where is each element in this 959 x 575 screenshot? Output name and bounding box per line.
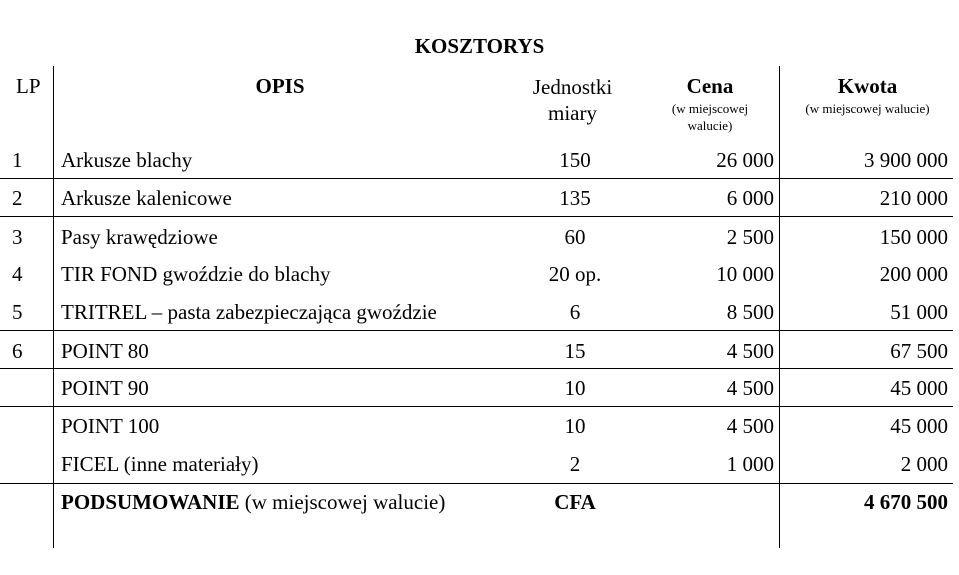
row-lp: 5 bbox=[12, 300, 23, 324]
row-amount: 67 500 bbox=[890, 339, 948, 363]
row-divider bbox=[0, 216, 953, 217]
row-amount: 2 000 bbox=[900, 452, 948, 476]
header-unit-line2: miary bbox=[548, 101, 597, 125]
row-lp: 1 bbox=[12, 148, 23, 172]
header-unit-line1: Jednostki bbox=[532, 75, 613, 99]
row-price: 4 500 bbox=[726, 376, 774, 400]
row-lp: 3 bbox=[12, 225, 23, 249]
row-unit: 6 bbox=[569, 300, 581, 324]
row-desc: TIR FOND gwoździe do blachy bbox=[61, 262, 331, 286]
row-amount: 210 000 bbox=[879, 186, 948, 210]
row-desc: FICEL (inne materiały) bbox=[61, 452, 259, 476]
header-cena: Cena bbox=[686, 74, 734, 98]
header-cena-sub: (w miejscowej walucie) bbox=[671, 101, 749, 133]
header-opis: OPIS bbox=[255, 74, 305, 98]
row-unit: 10 bbox=[564, 414, 586, 438]
row-unit: 2 bbox=[569, 452, 581, 476]
row-divider bbox=[0, 483, 953, 484]
row-unit: 60 bbox=[564, 225, 586, 249]
header-unit bbox=[515, 74, 630, 126]
row-lp: 6 bbox=[12, 339, 23, 363]
row-desc: Arkusze blachy bbox=[61, 148, 193, 172]
summary-label-rest: (w miejscowej walucie) bbox=[239, 490, 446, 514]
summary-currency: CFA bbox=[554, 490, 596, 514]
row-desc: Pasy krawędziowe bbox=[61, 225, 218, 249]
row-price: 4 500 bbox=[726, 414, 774, 438]
row-divider bbox=[0, 368, 953, 369]
header-lp: LP bbox=[16, 74, 41, 98]
row-price: 2 500 bbox=[726, 225, 774, 249]
header-kwota-sub: (w miejscowej walucie) bbox=[805, 101, 930, 116]
row-desc: TRITREL – pasta zabezpieczająca gwoździe bbox=[61, 300, 437, 324]
row-desc: POINT 80 bbox=[61, 339, 149, 363]
row-unit: 20 op. bbox=[548, 262, 602, 286]
row-price: 8 500 bbox=[726, 300, 774, 324]
row-unit: 10 bbox=[564, 376, 586, 400]
row-amount: 45 000 bbox=[890, 376, 948, 400]
row-amount: 3 900 000 bbox=[864, 148, 948, 172]
summary-label-bold: PODSUMOWANIE bbox=[61, 490, 240, 514]
document-title: KOSZTORYS bbox=[414, 34, 545, 58]
row-lp: 4 bbox=[12, 262, 23, 286]
row-divider bbox=[0, 330, 953, 331]
summary-label bbox=[61, 490, 445, 514]
row-amount: 200 000 bbox=[879, 262, 948, 286]
row-unit: 135 bbox=[559, 186, 591, 210]
header-kwota: Kwota bbox=[837, 74, 898, 98]
row-price: 26 000 bbox=[716, 148, 774, 172]
summary-total: 4 670 500 bbox=[864, 490, 948, 514]
row-amount: 150 000 bbox=[879, 225, 948, 249]
row-price: 4 500 bbox=[726, 339, 774, 363]
column-divider-price bbox=[779, 66, 780, 548]
row-amount: 45 000 bbox=[890, 414, 948, 438]
row-price: 1 000 bbox=[726, 452, 774, 476]
row-divider bbox=[0, 178, 953, 179]
row-divider bbox=[0, 406, 953, 407]
row-desc: POINT 100 bbox=[61, 414, 160, 438]
row-lp: 2 bbox=[12, 186, 23, 210]
row-unit: 150 bbox=[559, 148, 591, 172]
row-desc: POINT 90 bbox=[61, 376, 149, 400]
row-amount: 51 000 bbox=[890, 300, 948, 324]
row-unit: 15 bbox=[564, 339, 586, 363]
row-price: 6 000 bbox=[726, 186, 774, 210]
row-price: 10 000 bbox=[716, 262, 774, 286]
column-divider-lp bbox=[53, 66, 54, 548]
row-desc: Arkusze kalenicowe bbox=[61, 186, 232, 210]
